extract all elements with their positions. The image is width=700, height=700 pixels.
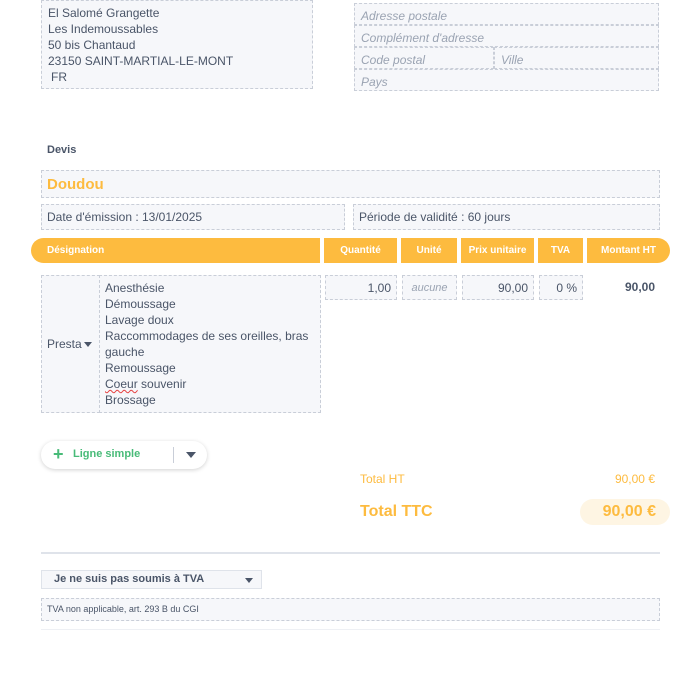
line-amount: 90,00 bbox=[624, 280, 655, 294]
description-line: Anesthésie bbox=[105, 281, 165, 295]
description-line: Lavage doux bbox=[105, 313, 174, 327]
address-placeholder: Adresse postale bbox=[361, 9, 448, 23]
document-type-label: Devis bbox=[47, 144, 77, 156]
header-vat-label: TVA bbox=[550, 245, 571, 256]
quantity-input[interactable] bbox=[325, 275, 397, 300]
description-line: Remoussage bbox=[105, 361, 176, 375]
add-simple-line-label: Ligne simple bbox=[73, 448, 141, 460]
caret-down-icon bbox=[186, 452, 196, 458]
line-description-field[interactable] bbox=[99, 275, 321, 413]
vat-mention-text: TVA non applicable, art. 293 B du CGI bbox=[47, 604, 199, 614]
footer-divider bbox=[41, 629, 660, 630]
description-line: Brossage bbox=[105, 393, 156, 407]
header-vat bbox=[538, 238, 583, 263]
client-company: Les Indemoussables bbox=[48, 22, 159, 36]
description-line: Démoussage bbox=[105, 297, 176, 311]
issue-date-field[interactable] bbox=[41, 204, 345, 230]
vat-input[interactable] bbox=[539, 275, 583, 300]
line-type-label: Presta bbox=[47, 337, 82, 351]
country-field[interactable] bbox=[354, 69, 659, 91]
country-placeholder: Pays bbox=[361, 75, 388, 89]
add-simple-line-button[interactable] bbox=[41, 441, 171, 469]
city-field[interactable] bbox=[494, 47, 659, 69]
description-line: gauche bbox=[105, 345, 145, 359]
client-country: FR bbox=[51, 70, 67, 84]
header-quantity-label: Quantité bbox=[340, 245, 381, 256]
description-line bbox=[105, 376, 315, 392]
description-line: Raccommodages de ses oreilles, bras bbox=[105, 329, 309, 343]
total-ttc-label: Total TTC bbox=[360, 503, 433, 520]
header-amount-label: Montant HT bbox=[601, 245, 656, 256]
client-address-block[interactable] bbox=[41, 0, 313, 89]
caret-down-icon bbox=[84, 342, 92, 347]
misspelled-word: Coeur bbox=[105, 377, 138, 391]
add-line-split-button bbox=[41, 441, 207, 469]
address-field[interactable] bbox=[354, 3, 659, 25]
header-unit-price-label: Prix unitaire bbox=[468, 245, 527, 256]
line-type-selector[interactable] bbox=[41, 275, 100, 413]
plus-icon: + bbox=[53, 444, 64, 464]
document-title-field[interactable] bbox=[41, 170, 660, 198]
unit-input[interactable] bbox=[402, 275, 457, 300]
add-line-options-button[interactable] bbox=[175, 441, 207, 469]
caret-down-icon bbox=[245, 578, 253, 583]
client-city: 23150 SAINT-MARTIAL-LE-MONT bbox=[48, 54, 234, 68]
vat-regime-select[interactable] bbox=[41, 570, 262, 589]
city-placeholder: Ville bbox=[501, 53, 524, 67]
quantity-value: 1,00 bbox=[367, 280, 391, 295]
document-title: Doudou bbox=[47, 176, 104, 193]
complement-placeholder: Complément d'adresse bbox=[361, 31, 485, 45]
description-line-rest: souvenir bbox=[137, 377, 187, 391]
header-designation-label: Désignation bbox=[47, 245, 105, 256]
split-divider bbox=[173, 447, 174, 463]
total-ht-label: Total HT bbox=[360, 472, 405, 486]
header-unit-label: Unité bbox=[416, 245, 442, 256]
header-quantity bbox=[324, 238, 397, 263]
vat-mention-field[interactable] bbox=[41, 598, 660, 621]
unit-value: aucune bbox=[411, 281, 448, 294]
total-ttc-value: 90,00 € bbox=[602, 503, 656, 520]
validity-field[interactable] bbox=[353, 204, 660, 230]
unit-price-value: 90,00 bbox=[497, 280, 528, 295]
vat-value: 0 % bbox=[556, 280, 577, 295]
issue-date: Date d'émission : 13/01/2025 bbox=[47, 210, 203, 224]
client-street: 50 bis Chantaud bbox=[48, 38, 136, 52]
postal-code-field[interactable] bbox=[354, 47, 494, 69]
total-ht-value: 90,00 € bbox=[614, 472, 655, 486]
vat-regime-value: Je ne suis pas soumis à TVA bbox=[54, 573, 205, 585]
header-unit-price bbox=[461, 238, 534, 263]
postal-code-placeholder: Code postal bbox=[361, 53, 426, 67]
client-name: El Salomé Grangette bbox=[48, 6, 160, 20]
section-divider bbox=[41, 552, 660, 554]
validity-period: Période de validité : 60 jours bbox=[359, 210, 511, 224]
unit-price-input[interactable] bbox=[462, 275, 534, 300]
address-complement-field[interactable] bbox=[354, 25, 659, 47]
header-unit bbox=[401, 238, 457, 263]
header-designation bbox=[31, 238, 320, 263]
header-amount bbox=[587, 238, 670, 263]
